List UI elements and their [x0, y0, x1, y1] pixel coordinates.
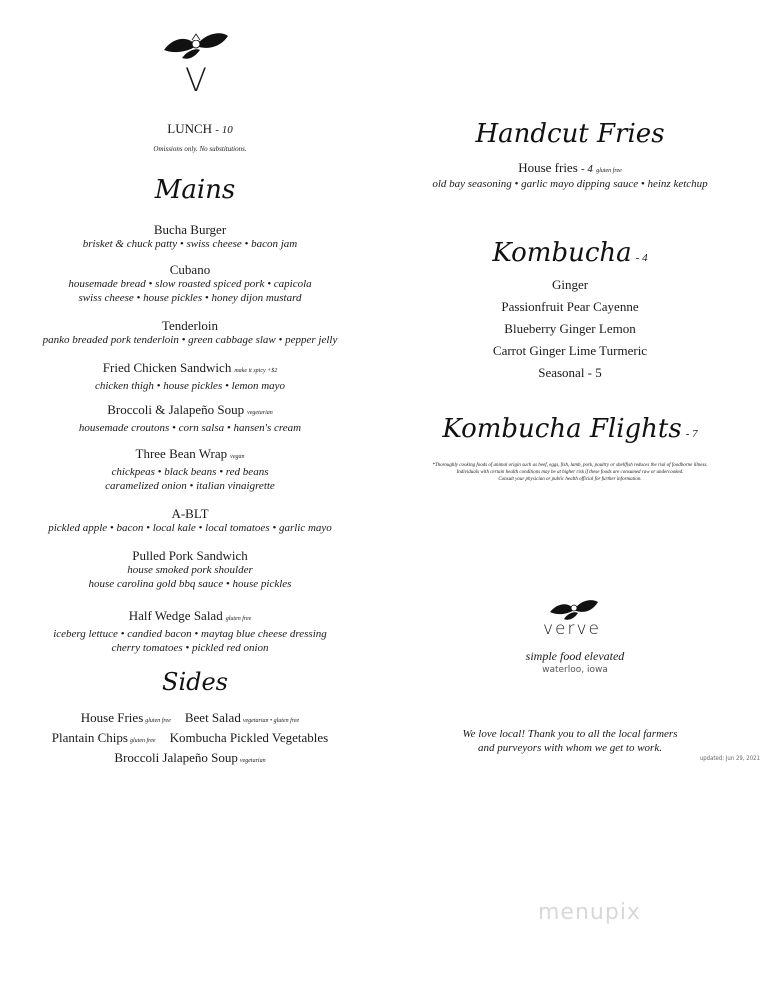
lunch-price: - 10	[215, 124, 233, 136]
side-item-tag: gluten free	[145, 718, 171, 724]
side-item-tag: vegetarian • gluten free	[242, 718, 300, 724]
main-item-tag: gluten free	[225, 616, 252, 622]
sides-heading: Sides	[162, 668, 228, 696]
main-item-desc: chicken thigh • house pickles • lemon mayo	[94, 380, 286, 392]
side-item-name: Kombucha Pickled Vegetables	[169, 730, 329, 745]
main-item-name: Fried Chicken Sandwich	[102, 360, 232, 375]
sides-row	[0, 749, 380, 770]
main-item-title-row	[0, 446, 380, 465]
disclaimer-line: Individuals with certain health conditions may be at higher risk if these foods are consumed raw or undercooked.	[456, 470, 684, 475]
main-item-desc: housemade croutons • corn salsa • hansen's cream	[78, 422, 302, 434]
sides-row	[0, 729, 380, 750]
fries-name: House fries	[518, 160, 578, 175]
side-item-tag: gluten free	[129, 738, 156, 744]
disclaimer-line: *Thoroughly cooking foods of animal origin such as beef, eggs, fish, lamb, pork, poultry or shellfish reduces the risk of foodborne illness.	[432, 463, 708, 468]
disclaimer-line: Consult your physician or public health official for further information.	[498, 477, 642, 482]
thanks-line: and purveyors with whom we get to work.	[478, 742, 662, 754]
fries-price: - 4	[581, 163, 593, 175]
main-item	[0, 262, 380, 305]
kombucha-price: - 4	[635, 252, 648, 264]
menupix-watermark: menupix	[538, 900, 641, 925]
main-item-name: Bucha Burger	[153, 222, 227, 237]
mains-heading: Mains	[154, 175, 236, 205]
brand-location: waterloo, iowa	[542, 665, 608, 675]
kombucha-heading-row	[395, 236, 745, 270]
side-item	[114, 750, 265, 765]
side-item	[185, 710, 299, 725]
main-item	[0, 360, 380, 393]
flights-price: - 7	[685, 428, 698, 440]
side-item	[52, 730, 156, 745]
main-item-desc: house carolina gold bbq sauce • house pickles	[88, 578, 292, 590]
side-item	[81, 710, 171, 725]
main-item	[0, 506, 380, 535]
main-item-desc: caramelized onion • italian vinaigrette	[105, 480, 275, 492]
kombucha-heading: Kombucha	[492, 238, 632, 268]
kombucha-flavor: Ginger	[551, 277, 589, 292]
main-item-desc: swiss cheese • house pickles • honey dijon mustard	[78, 292, 302, 304]
kombucha-flavor: Passionfruit Pear Cayenne	[501, 299, 639, 314]
fries-desc: old bay seasoning • garlic mayo dipping sauce • heinz ketchup	[432, 178, 708, 190]
flights-heading-row	[395, 412, 745, 446]
main-item-tag: vegetarian	[247, 410, 273, 416]
side-item-tag: vegetarian	[239, 758, 266, 764]
main-item	[0, 446, 380, 493]
kombucha-flavor: Blueberry Ginger Lemon	[504, 321, 636, 336]
main-item-name: Three Bean Wrap	[135, 446, 228, 461]
main-item	[0, 318, 380, 347]
flights-disclaimer	[405, 462, 735, 483]
main-item-desc: brisket & chuck patty • swiss cheese • bacon jam	[82, 238, 298, 250]
main-item-tag: vegan	[230, 454, 245, 460]
fries-tag: gluten free	[596, 168, 622, 174]
lunch-title: LUNCH	[167, 121, 213, 136]
main-item-name: Cubano	[169, 262, 211, 277]
main-item-name: Tenderloin	[161, 318, 219, 333]
main-item-tag: make it spicy +$2	[234, 368, 278, 374]
main-item-desc: panko breaded pork tenderloin • green cabbage slaw • pepper jelly	[42, 334, 338, 346]
main-item-desc: house smoked pork shoulder	[127, 564, 253, 576]
main-item	[0, 548, 380, 591]
main-item-name: Half Wedge Salad	[128, 608, 223, 623]
thanks-line: We love local! Thank you to all the local farmers	[462, 728, 678, 740]
kombucha-flavor: Seasonal - 5	[538, 365, 602, 380]
side-item-name: Plantain Chips	[51, 730, 128, 745]
main-item-desc: chickpeas • black beans • red beans	[111, 466, 269, 478]
side-item	[170, 730, 329, 745]
flights-heading: Kombucha Flights	[442, 414, 682, 444]
magnolia-logo-icon	[160, 28, 232, 64]
main-item-title-row	[0, 360, 380, 379]
main-item-title-row	[0, 402, 380, 421]
verve-wordmark: verve	[542, 619, 602, 639]
main-item-name: Pulled Pork Sandwich	[132, 548, 248, 563]
thanks-note	[430, 727, 710, 755]
fries-heading: Handcut Fries	[475, 119, 665, 149]
kombucha-flavor: Carrot Ginger Lime Turmeric	[492, 343, 648, 358]
main-item	[0, 222, 380, 251]
main-item-desc: cherry tomatoes • pickled red onion	[111, 642, 269, 654]
main-item	[0, 608, 380, 655]
main-item	[0, 402, 380, 435]
main-item-name: A-BLT	[171, 506, 209, 521]
lunch-header	[100, 121, 300, 137]
main-item-desc: housemade bread • slow roasted spiced pork • capicola	[68, 278, 312, 290]
brand-tagline: simple food elevated	[525, 649, 625, 663]
main-item-desc: iceberg lettuce • candied bacon • maytag blue cheese dressing	[53, 628, 327, 640]
sides-row	[0, 709, 380, 730]
main-item-title-row	[0, 608, 380, 627]
updated-date: updated: Jun 29, 2021	[699, 755, 760, 762]
side-item-name: House Fries	[80, 710, 144, 725]
side-item-name: Beet Salad	[184, 710, 241, 725]
main-item-desc: pickled apple • bacon • local kale • local tomatoes • garlic mayo	[48, 522, 332, 534]
side-item-name: Broccoli Jalapeño Soup	[114, 750, 238, 765]
lunch-note: Omissions only. No substitutions.	[153, 145, 247, 153]
logo-letter: V	[185, 61, 207, 99]
main-item-name: Broccoli & Jalapeño Soup	[107, 402, 245, 417]
